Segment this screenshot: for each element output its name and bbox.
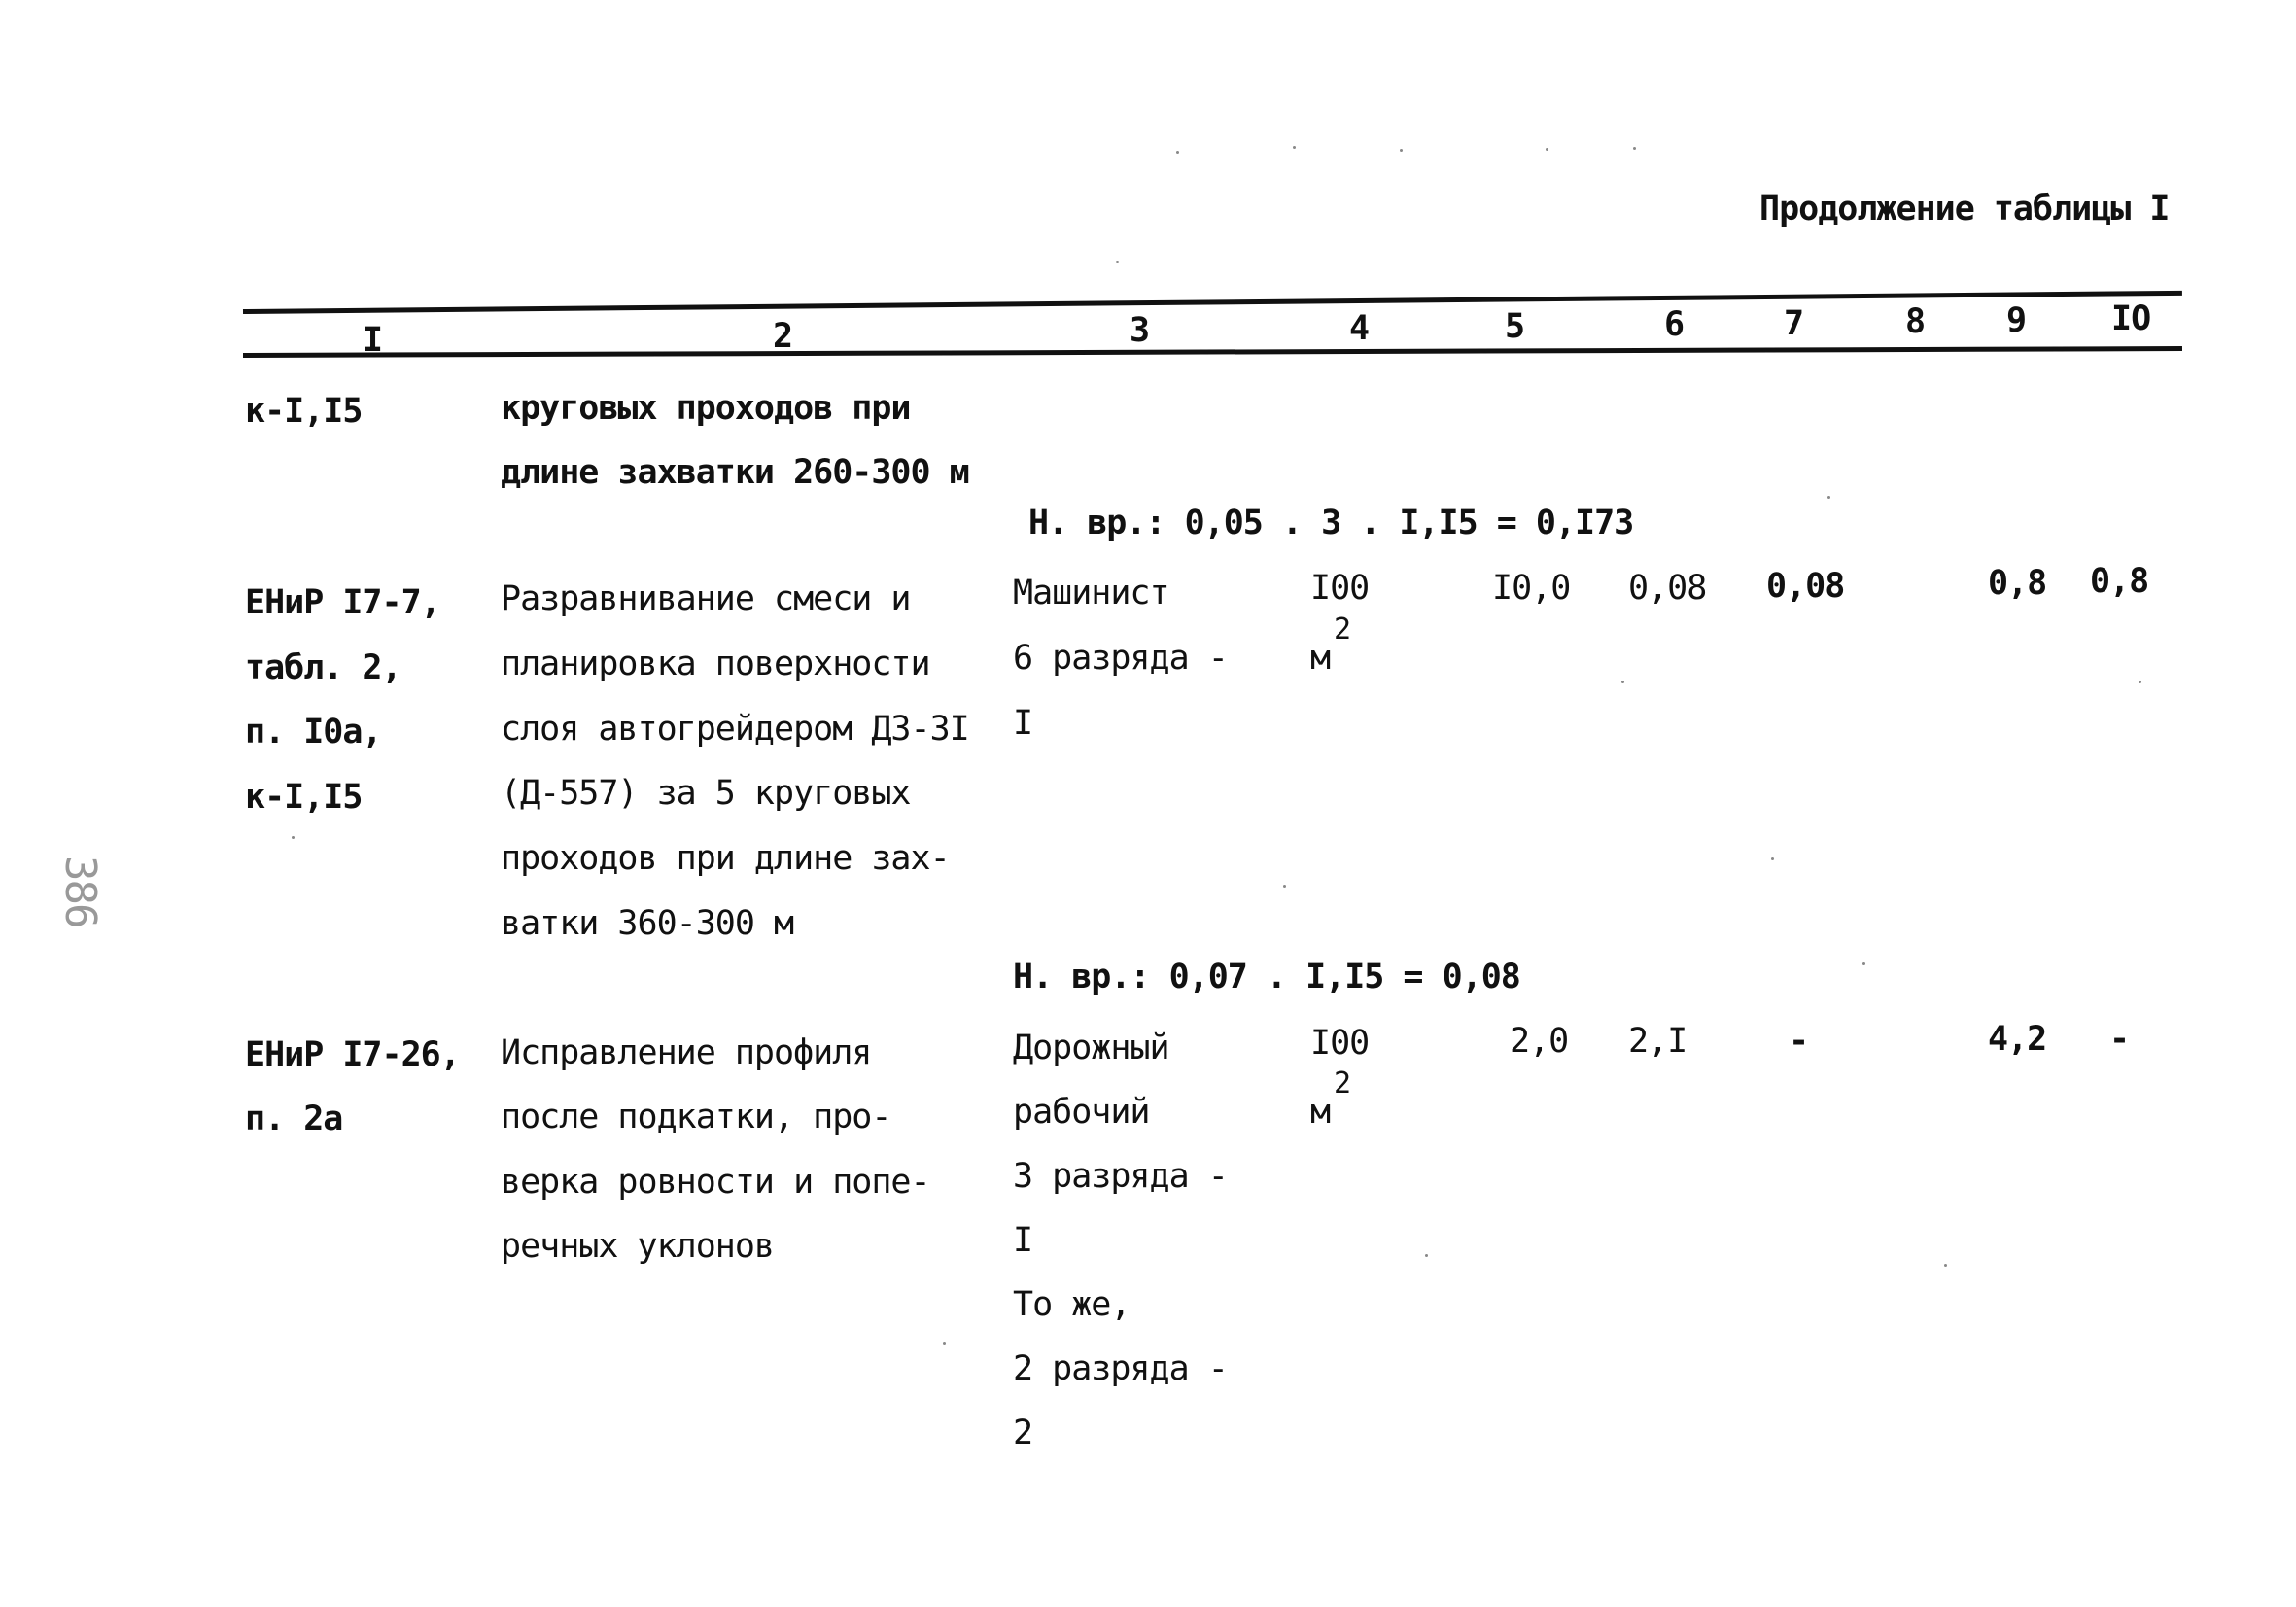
row1-col1-line: табл. 2,	[245, 648, 401, 687]
scan-speck	[943, 1342, 946, 1345]
scan-speck	[1400, 149, 1403, 152]
column-header-1: I	[363, 321, 383, 360]
row1-col2-line: проходов при длине зах-	[501, 839, 950, 878]
scan-speck	[1293, 146, 1296, 149]
row2-col4-value: I00	[1310, 1024, 1370, 1063]
row2-col6-value: 2,I	[1628, 1022, 1687, 1061]
row2-col7-value: -	[1789, 1022, 1809, 1061]
row1-col2-line: (Д-557) за 5 круговых	[501, 774, 911, 813]
table-header-top-rule	[243, 291, 2182, 314]
scan-speck	[1425, 1254, 1428, 1257]
column-header-3: 3	[1130, 311, 1150, 350]
column-header-10: IO	[2111, 299, 2151, 338]
row1-col1-line: ЕНиР I7-7,	[245, 583, 440, 622]
row2-col3-line: I	[1013, 1221, 1033, 1260]
row2-col10-value: -	[2109, 1020, 2130, 1059]
row1-col9-value: 0,8	[1988, 564, 2047, 603]
row1-formula: Н. вр.: 0,07 . I,I5 = 0,08	[1013, 958, 1520, 996]
row2-col2-line: Исправление профиля	[501, 1033, 872, 1072]
column-header-7: 7	[1784, 304, 1804, 343]
scan-speck	[1771, 857, 1774, 860]
row1-col1-line: к-I,I5	[245, 778, 363, 817]
column-header-9: 9	[2006, 301, 2027, 340]
row2-col9-value: 4,2	[1988, 1020, 2047, 1059]
row2-col3-line: То же,	[1013, 1285, 1131, 1324]
column-header-4: 4	[1349, 309, 1370, 348]
row1-col3-line: 6 разряда -	[1013, 639, 1228, 678]
scan-speck	[1283, 885, 1286, 888]
row1-col5-value: I0,0	[1492, 569, 1571, 608]
row1-col4-unit: м	[1310, 639, 1331, 678]
row0-col2-line: длине захватки 260-300 м	[501, 453, 969, 492]
row1-col7-value: 0,08	[1766, 567, 1845, 606]
column-header-8: 8	[1905, 302, 1926, 341]
scan-speck	[1546, 148, 1548, 151]
row2-col2-line: после подкатки, про-	[501, 1098, 891, 1136]
row2-col1-line: ЕНиР I7-26,	[245, 1035, 460, 1074]
table-header-bottom-rule	[243, 346, 2182, 358]
scan-speck	[2139, 681, 2141, 683]
column-header-2: 2	[773, 317, 793, 356]
row1-col3-line: Машинист	[1013, 574, 1169, 612]
row2-col4-unit: м	[1310, 1093, 1331, 1132]
row2-col2-line: верка ровности и попе-	[501, 1163, 930, 1202]
scan-speck	[1862, 962, 1865, 965]
row2-col3-line: Дорожный	[1013, 1029, 1169, 1067]
row1-col6-value: 0,08	[1628, 569, 1707, 608]
scan-speck	[292, 836, 295, 839]
row2-col1-line: п. 2а	[245, 1100, 343, 1138]
scan-speck	[1944, 1264, 1947, 1267]
row2-col3-line: 3 разряда -	[1013, 1157, 1228, 1196]
scan-speck	[1176, 151, 1179, 154]
table-continuation-title: Продолжение таблицы I	[1759, 190, 2170, 228]
row0-col1-line: к-I,I5	[245, 392, 363, 431]
column-header-6: 6	[1664, 305, 1685, 344]
row1-col2-line: ватки 360-300 м	[501, 904, 794, 943]
row1-col2-line: слоя автогрейдером ДЗ-3I	[501, 710, 969, 749]
row2-col5-value: 2,0	[1510, 1022, 1569, 1061]
row1-col2-line: Разравнивание смеси и	[501, 579, 911, 618]
row2-col2-line: речных уклонов	[501, 1227, 775, 1266]
row0-formula: Н. вр.: 0,05 . 3 . I,I5 = 0,I73	[1028, 504, 1634, 542]
row1-col3-line: I	[1013, 704, 1033, 743]
row2-col3-line: рабочий	[1013, 1093, 1150, 1132]
row1-col4-exponent: 2	[1334, 612, 1352, 646]
scan-speck	[1633, 147, 1636, 150]
row1-col4-value: I00	[1310, 569, 1370, 608]
row1-col1-line: п. I0а,	[245, 713, 382, 751]
row1-col10-value: 0,8	[2090, 562, 2149, 601]
row0-col2-line: круговых проходов при	[501, 389, 911, 428]
row2-col4-exponent: 2	[1334, 1066, 1352, 1100]
scan-speck	[1621, 681, 1624, 683]
row2-col3-line: 2	[1013, 1414, 1033, 1452]
column-header-5: 5	[1505, 307, 1525, 346]
scan-speck	[1827, 496, 1830, 499]
page-number: 386	[55, 856, 105, 927]
row2-col3-line: 2 разряда -	[1013, 1349, 1228, 1388]
row1-col2-line: планировка поверхности	[501, 645, 930, 683]
scan-speck	[1116, 261, 1119, 263]
